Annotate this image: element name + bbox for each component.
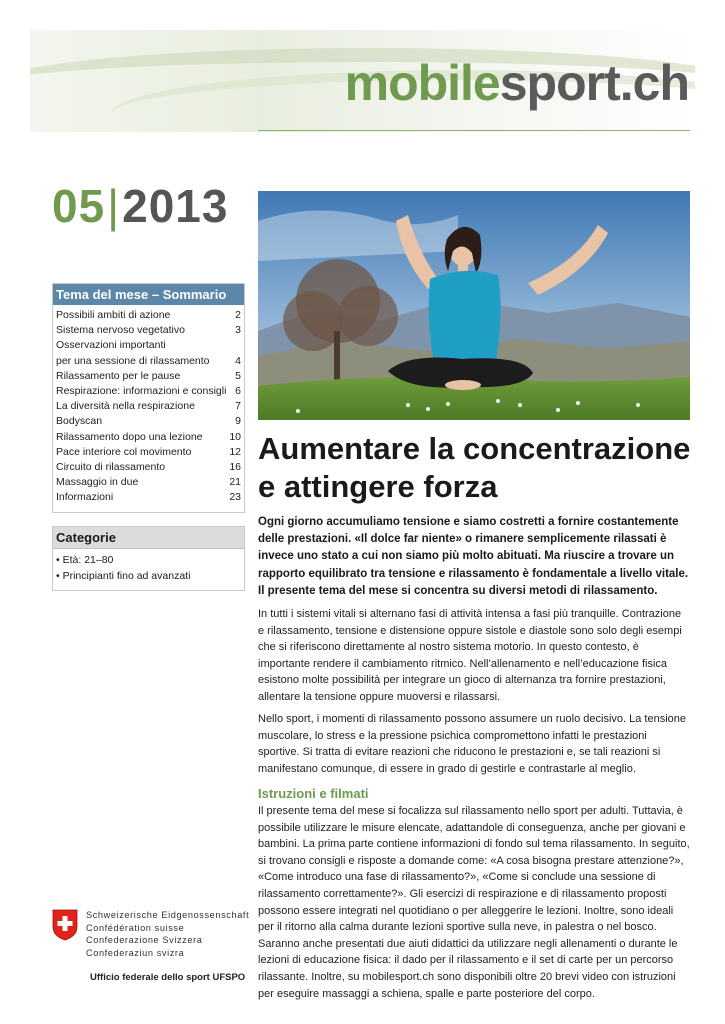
toc-item-label: Informazioni [56,491,114,504]
toc-title: Tema del mese – Sommario [53,284,244,305]
toc-list [53,305,244,512]
toc-item-label: Respirazione: informazioni e consigli [56,385,227,398]
article-paragraph: In tutti i sistemi vitali si alternano fasi di attività intensa a fasi più tranquille. Contrazione e rilassamento, tensione e distensione oppure sistole e diastole sono solo degli esempi che si riferiscono direttamente al nostro sistema motorio. In questo contesto, è importante rendere il cambiamento ritmico. Nell’allenamento e nell’educazione fisica esistono molte possibilità per integrare un gioco di alternanza tra fornire prestazioni, allentare la tensione oppure muoversi e rilassarsi. [258,608,682,703]
gov-line: Confédération suisse [86,922,185,933]
toc-item-page: 7 [235,400,241,413]
toc-item-page: 16 [229,461,241,474]
toc-item-page: 9 [235,415,241,428]
toc-item[interactable] [56,475,241,490]
toc-box [52,283,245,513]
article-paragraph: Nello sport, i momenti di rilassamento possono assumere un ruolo decisivo. La tensione muscolare, lo stress e la pressione psichica compromettono infatti le prestazioni sportive. Si tratta di evitare reazioni che riducono le prestazioni e, se tali reazioni si manifestano comunque, di essere in grado di gestirle e contrastarle al meglio. [258,713,686,775]
toc-item-page: 10 [229,430,241,443]
article-lead: Ogni giorno accumuliamo tensione e siamo costretti a fornire costantemente delle prestazioni. «Il dolce far niente» o rimanere semplicemente rilassati è invece uno stato a cui non siamo più molto abituati. Ma riuscire a trovare un rapporto equilibrato tra tensione e rilassamento è fondamentale a livello vitale. Il presente tema del mese si concentra su diversi metodi di rilassamento. [258,516,689,597]
hero-photo [258,191,690,420]
toc-item-page: 5 [235,369,241,382]
header-divider [258,130,690,131]
toc-item-label: Sistema nervoso vegetativo [56,324,185,337]
toc-item-page: 12 [229,445,241,458]
toc-item[interactable] [56,414,241,429]
toc-item-page: 4 [235,354,241,367]
headline-line: Aumentare la concentrazione [258,431,691,466]
toc-item[interactable] [56,384,241,399]
article-paragraph: Il presente tema del mese si focalizza sul rilassamento nello sport per adulti. Tuttavia, è possibile utilizzare le misure elencate, adattandole di conseguenza, anche per giovani e bambini. La prima parte contiene informazioni di fondo sul tema rilassamento. In seguito, si trovano consigli e risposte a domande come: «A cosa bisogna prestare attenzione?», «Come introduco una fase di rilassamento?», «Come si conclude una sessione di rilassamento correttamente?». Gli esercizi di respirazione e di rilassamento proposti possono essere integrati nel quotidiano o per alleggerire le lezioni. Inoltre, sono ideali per il ritorno alla calma durante lezioni sportive sulla neve, in palestra o nel bosco. Saranno anche presentati due aiuti didattici da utilizzare negli allenamenti o durante le lezioni di educazione fisica: il dado per il rilassamento e il set di carte per un percorso rilassante. Inoltre, su mobilesport.ch sono disponibili oltre 20 brevi video con istruzioni per eseguire massaggi a schiena, spalle e parte posteriore del corpo. [258,805,690,1000]
gov-line: Confederazione Svizzera [86,935,203,946]
toc-item-label: La diversità nella respirazione [56,400,195,413]
toc-item-page: 3 [235,324,241,337]
article-headline [258,430,698,506]
issue-month: 05 [52,180,106,232]
hero-photo-image [258,191,690,420]
toc-item-label: Osservazioni importanti [56,339,166,352]
site-logo[interactable] [344,55,689,111]
toc-item[interactable] [56,445,241,460]
category-item: • Età: 21–80 [56,554,114,566]
issue-separator: | [107,180,121,232]
toc-item[interactable] [56,354,241,369]
categories-title: Categorie [53,527,244,549]
toc-item-page [237,338,241,353]
toc-item-label: per una sessione di rilassamento [56,354,210,367]
toc-item[interactable] [56,369,241,384]
toc-item-label: Possibili ambiti di azione [56,309,171,321]
gov-names [86,909,249,959]
toc-item-label: Circuito di rilassamento [56,461,166,474]
categories-list [53,549,244,590]
toc-item-page: 23 [229,491,241,504]
toc-item-page: 6 [235,385,241,398]
toc-item[interactable] [56,430,241,445]
toc-item[interactable] [56,338,241,353]
toc-item[interactable] [56,490,241,505]
gov-emblem [52,909,249,959]
toc-item-page: 21 [229,476,241,489]
issue-year: 2013 [122,180,229,232]
logo-sport: sport.ch [499,55,689,111]
toc-item-label: Massaggio in due [56,476,139,489]
category-item: • Principianti fino ad avanzati [56,569,191,582]
toc-item-label: Rilassamento dopo una lezione [56,430,203,443]
logo-mobile: mobile [344,55,500,111]
article-subheading: Istruzioni e filmati [258,786,369,801]
issue-number [52,180,229,232]
toc-item[interactable] [56,460,241,475]
toc-item-label: Pace interiore col movimento [56,445,192,458]
toc-item-label: Bodyscan [56,415,103,428]
office-name: Ufficio federale dello sport UFSPO [90,972,246,983]
swiss-crest-icon [52,909,78,941]
categories-box [52,526,245,591]
toc-item[interactable] [56,399,241,414]
gov-line: Schweizerische Eidgenossenschaft [86,910,250,920]
toc-item[interactable] [56,323,241,338]
headline-line: e attingere forza [258,469,498,504]
toc-item[interactable] [56,308,241,323]
toc-item-page: 2 [235,309,241,321]
gov-line: Confederaziun svizra [86,947,185,958]
toc-item-label: Rilassamento per le pause [56,369,181,382]
